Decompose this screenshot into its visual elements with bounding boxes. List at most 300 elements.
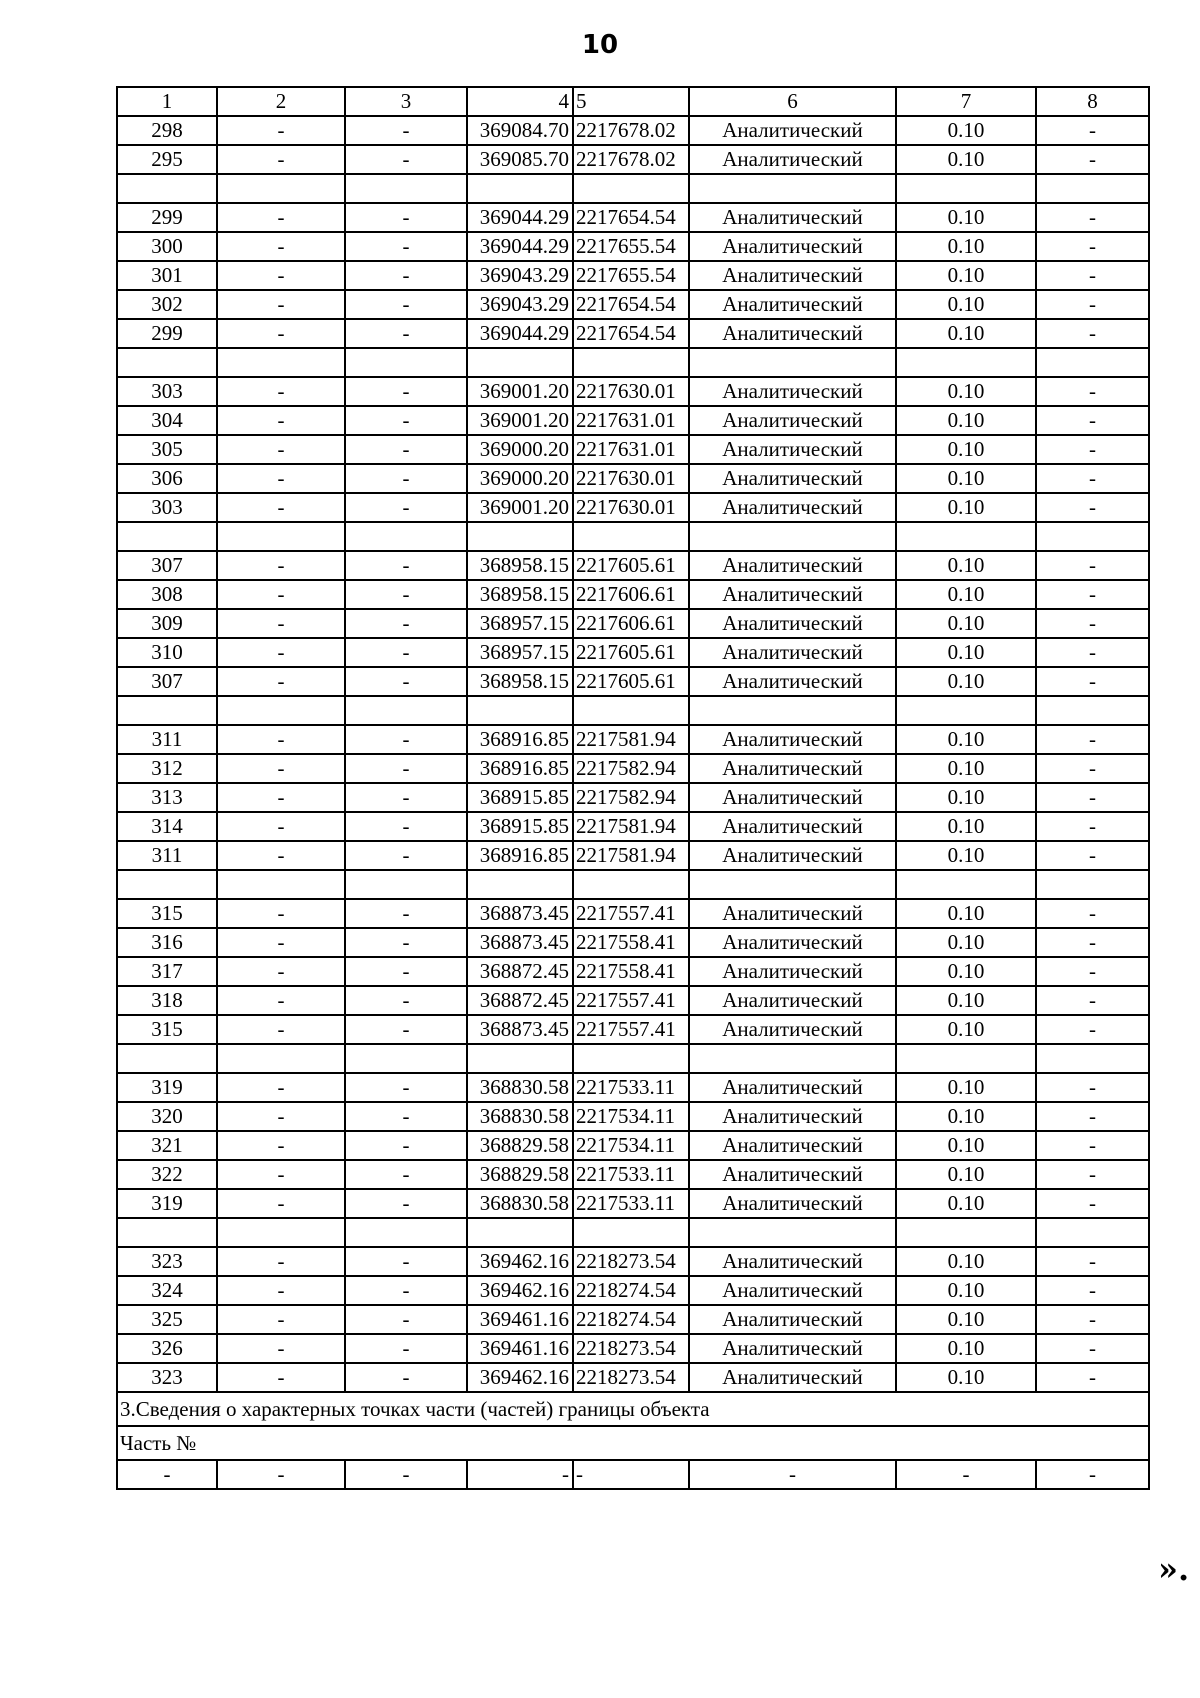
cell-col-2: - — [217, 1160, 345, 1189]
table-row — [117, 145, 1149, 174]
cell-col-8: - — [1036, 1334, 1149, 1363]
cell-col-2 — [217, 696, 345, 725]
cell-col-7: 0.10 — [896, 609, 1036, 638]
cell-col-8: - — [1036, 754, 1149, 783]
cell-col-3: - — [345, 1073, 467, 1102]
cell-col-5: 2217606.61 — [573, 609, 689, 638]
cell-col-3: - — [345, 1131, 467, 1160]
cell-col-2: - — [217, 290, 345, 319]
cell-col-2: - — [217, 1102, 345, 1131]
cell-col-3: - — [345, 1160, 467, 1189]
cell-col-7: 0.10 — [896, 1015, 1036, 1044]
cell-col-2: - — [217, 667, 345, 696]
cell-col-3: - — [345, 754, 467, 783]
cell-col-2: - — [217, 609, 345, 638]
cell-col-5: 2217557.41 — [573, 899, 689, 928]
cell-col-1 — [117, 696, 217, 725]
cell-col-3: - — [345, 812, 467, 841]
cell-col-8 — [1036, 522, 1149, 551]
cell-col-3 — [345, 522, 467, 551]
cell-col-7: 0.10 — [896, 435, 1036, 464]
cell-col-8 — [1036, 870, 1149, 899]
cell-col-8 — [1036, 696, 1149, 725]
table-row — [117, 261, 1149, 290]
cell-col-4: - — [467, 1460, 573, 1489]
cell-col-1 — [117, 348, 217, 377]
cell-col-8: - — [1036, 1460, 1149, 1489]
cell-col-6: Аналитический — [689, 435, 896, 464]
cell-col-1: 318 — [117, 986, 217, 1015]
cell-col-5: 2217557.41 — [573, 1015, 689, 1044]
cell-col-8: - — [1036, 957, 1149, 986]
table-row — [117, 754, 1149, 783]
cell-col-4: 368830.58 — [467, 1102, 573, 1131]
cell-col-6: Аналитический — [689, 754, 896, 783]
cell-col-1: 307 — [117, 667, 217, 696]
table-row — [117, 1189, 1149, 1218]
cell-col-8: - — [1036, 464, 1149, 493]
table-row — [117, 1363, 1149, 1392]
cell-col-5: 2217606.61 — [573, 580, 689, 609]
cell-col-4: 368873.45 — [467, 899, 573, 928]
cell-col-1: 307 — [117, 551, 217, 580]
table-row — [117, 319, 1149, 348]
cell-col-6: 6 — [689, 87, 896, 116]
cell-col-1: 323 — [117, 1247, 217, 1276]
cell-col-5: 2217581.94 — [573, 812, 689, 841]
cell-col-6: Аналитический — [689, 928, 896, 957]
table-row — [117, 812, 1149, 841]
cell-col-1: 310 — [117, 638, 217, 667]
empty-separator-row — [117, 174, 1149, 203]
cell-col-1: 313 — [117, 783, 217, 812]
cell-col-8: - — [1036, 232, 1149, 261]
cell-col-5: 2217605.61 — [573, 638, 689, 667]
cell-col-4: 369001.20 — [467, 493, 573, 522]
table-row — [117, 841, 1149, 870]
cell-col-2: - — [217, 580, 345, 609]
cell-col-4 — [467, 870, 573, 899]
cell-col-4: 369044.29 — [467, 232, 573, 261]
cell-col-7: 0.10 — [896, 1131, 1036, 1160]
cell-col-6: Аналитический — [689, 1305, 896, 1334]
cell-col-2: - — [217, 261, 345, 290]
cell-col-3: - — [345, 116, 467, 145]
cell-col-5: 5 — [573, 87, 689, 116]
cell-col-3: - — [345, 725, 467, 754]
cell-col-7: 0.10 — [896, 464, 1036, 493]
cell-col-3 — [345, 696, 467, 725]
cell-col-6: - — [689, 1460, 896, 1489]
cell-col-4: 368873.45 — [467, 1015, 573, 1044]
cell-col-1 — [117, 1044, 217, 1073]
cell-col-3: - — [345, 1189, 467, 1218]
cell-col-7: 0.10 — [896, 232, 1036, 261]
cell-col-2: - — [217, 957, 345, 986]
cell-col-2: - — [217, 319, 345, 348]
cell-col-4 — [467, 696, 573, 725]
cell-col-8 — [1036, 1044, 1149, 1073]
cell-col-5: 2217654.54 — [573, 290, 689, 319]
cell-col-6: Аналитический — [689, 580, 896, 609]
cell-col-3: - — [345, 1460, 467, 1489]
cell-col-4: 368916.85 — [467, 841, 573, 870]
cell-col-5: 2218274.54 — [573, 1305, 689, 1334]
cell-col-1: 323 — [117, 1363, 217, 1392]
cell-col-7 — [896, 1044, 1036, 1073]
cell-col-8: 8 — [1036, 87, 1149, 116]
cell-col-4: 368872.45 — [467, 986, 573, 1015]
cell-col-2: - — [217, 986, 345, 1015]
cell-col-8: - — [1036, 986, 1149, 1015]
cell-col-8: - — [1036, 841, 1149, 870]
cell-col-6 — [689, 870, 896, 899]
cell-col-3: - — [345, 232, 467, 261]
cell-col-5: 2217581.94 — [573, 841, 689, 870]
cell-col-1: 324 — [117, 1276, 217, 1305]
cell-col-4: 369043.29 — [467, 261, 573, 290]
cell-col-2: - — [217, 1460, 345, 1489]
part-empty-row — [117, 1460, 1149, 1489]
cell-col-8: - — [1036, 638, 1149, 667]
table-row — [117, 435, 1149, 464]
cell-col-6: Аналитический — [689, 725, 896, 754]
cell-col-6: Аналитический — [689, 1276, 896, 1305]
cell-col-6: Аналитический — [689, 1015, 896, 1044]
cell-col-1: 305 — [117, 435, 217, 464]
cell-col-7: 0.10 — [896, 1073, 1036, 1102]
cell-col-5: 2218274.54 — [573, 1276, 689, 1305]
cell-col-2: - — [217, 928, 345, 957]
cell-col-7: 0.10 — [896, 1305, 1036, 1334]
cell-col-8: - — [1036, 899, 1149, 928]
cell-col-3: - — [345, 899, 467, 928]
cell-col-1 — [117, 870, 217, 899]
table-row — [117, 1131, 1149, 1160]
cell-col-4: 369462.16 — [467, 1363, 573, 1392]
cell-col-2 — [217, 522, 345, 551]
cell-col-1: 299 — [117, 319, 217, 348]
cell-col-7 — [896, 174, 1036, 203]
cell-col-4: 368915.85 — [467, 812, 573, 841]
cell-col-2: - — [217, 841, 345, 870]
cell-col-7 — [896, 522, 1036, 551]
cell-col-6: Аналитический — [689, 406, 896, 435]
cell-col-8 — [1036, 348, 1149, 377]
cell-col-3: - — [345, 493, 467, 522]
cell-col-2 — [217, 174, 345, 203]
cell-col-1: 311 — [117, 841, 217, 870]
cell-col-4: 368958.15 — [467, 551, 573, 580]
table-row — [117, 1102, 1149, 1131]
cell-col-7: 0.10 — [896, 377, 1036, 406]
cell-col-1: 301 — [117, 261, 217, 290]
cell-col-4: 368873.45 — [467, 928, 573, 957]
cell-col-6: Аналитический — [689, 986, 896, 1015]
header-row — [117, 87, 1149, 116]
cell-col-4: 368872.45 — [467, 957, 573, 986]
cell-col-5: 2217534.11 — [573, 1102, 689, 1131]
cell-col-2: - — [217, 1334, 345, 1363]
cell-col-5 — [573, 1044, 689, 1073]
cell-col-6 — [689, 522, 896, 551]
cell-col-7: 0.10 — [896, 406, 1036, 435]
cell-col-2: - — [217, 725, 345, 754]
cell-col-4: 369084.70 — [467, 116, 573, 145]
cell-col-3: - — [345, 464, 467, 493]
table-row — [117, 957, 1149, 986]
cell-col-1: 315 — [117, 1015, 217, 1044]
cell-col-3: - — [345, 1015, 467, 1044]
cell-col-5: 2217534.11 — [573, 1131, 689, 1160]
cell-col-8: - — [1036, 1015, 1149, 1044]
cell-col-6 — [689, 1044, 896, 1073]
cell-col-5 — [573, 174, 689, 203]
cell-col-8: - — [1036, 406, 1149, 435]
cell-col-5: 2217581.94 — [573, 725, 689, 754]
cell-col-6 — [689, 174, 896, 203]
cell-col-6: Аналитический — [689, 232, 896, 261]
cell-col-2: - — [217, 116, 345, 145]
cell-col-4: 368830.58 — [467, 1073, 573, 1102]
table-row — [117, 116, 1149, 145]
empty-separator-row — [117, 1044, 1149, 1073]
cell-col-4: 369000.20 — [467, 435, 573, 464]
cell-col-7: 0.10 — [896, 812, 1036, 841]
cell-col-2: - — [217, 1189, 345, 1218]
cell-col-8: - — [1036, 1160, 1149, 1189]
cell-col-7: 0.10 — [896, 1334, 1036, 1363]
cell-col-1: 316 — [117, 928, 217, 957]
cell-col-1: 306 — [117, 464, 217, 493]
cell-col-7 — [896, 1218, 1036, 1247]
cell-col-2: - — [217, 754, 345, 783]
cell-col-1: 300 — [117, 232, 217, 261]
cell-col-5: 2217630.01 — [573, 377, 689, 406]
table-row — [117, 377, 1149, 406]
cell-col-3: - — [345, 609, 467, 638]
table-row — [117, 1276, 1149, 1305]
cell-col-7: 0.10 — [896, 841, 1036, 870]
cell-col-5: 2217655.54 — [573, 232, 689, 261]
table-row — [117, 783, 1149, 812]
cell-col-5: 2217605.61 — [573, 551, 689, 580]
cell-col-6: Аналитический — [689, 841, 896, 870]
cell-col-8: - — [1036, 1131, 1149, 1160]
cell-col-1: 325 — [117, 1305, 217, 1334]
cell-col-7: 0.10 — [896, 986, 1036, 1015]
cell-col-3: - — [345, 928, 467, 957]
cell-col-3: - — [345, 1305, 467, 1334]
cell-col-3: - — [345, 1276, 467, 1305]
empty-separator-row — [117, 348, 1149, 377]
cell-col-1 — [117, 522, 217, 551]
cell-col-3: - — [345, 1363, 467, 1392]
table-row — [117, 464, 1149, 493]
cell-col-5: 2217655.54 — [573, 261, 689, 290]
cell-col-3: - — [345, 377, 467, 406]
cell-col-7: 0.10 — [896, 1102, 1036, 1131]
cell-col-6 — [689, 1218, 896, 1247]
table-row — [117, 1160, 1149, 1189]
cell-col-2: - — [217, 1305, 345, 1334]
cell-col-7: 0.10 — [896, 957, 1036, 986]
cell-col-1: 1 — [117, 87, 217, 116]
cell-col-8: - — [1036, 1102, 1149, 1131]
cell-col-4: 368829.58 — [467, 1160, 573, 1189]
cell-col-1: 311 — [117, 725, 217, 754]
cell-col-5: 2217533.11 — [573, 1073, 689, 1102]
cell-col-6: Аналитический — [689, 1247, 896, 1276]
cell-col-4: 369462.16 — [467, 1276, 573, 1305]
table-row — [117, 1073, 1149, 1102]
empty-separator-row — [117, 696, 1149, 725]
cell-col-6: Аналитический — [689, 1102, 896, 1131]
cell-col-3 — [345, 1218, 467, 1247]
cell-col-5 — [573, 1218, 689, 1247]
cell-col-7: - — [896, 1460, 1036, 1489]
cell-col-8: - — [1036, 493, 1149, 522]
cell-col-6: Аналитический — [689, 667, 896, 696]
cell-col-2: - — [217, 1247, 345, 1276]
table-row — [117, 609, 1149, 638]
cell-col-2: - — [217, 145, 345, 174]
cell-col-8 — [1036, 1218, 1149, 1247]
cell-col-2: - — [217, 1131, 345, 1160]
section-3-title-row — [117, 1392, 1149, 1426]
cell-col-2: - — [217, 551, 345, 580]
cell-col-4: 369461.16 — [467, 1334, 573, 1363]
cell-col-2: - — [217, 638, 345, 667]
cell-col-1: 304 — [117, 406, 217, 435]
cell-col-5: 2217654.54 — [573, 319, 689, 348]
cell-col-6: Аналитический — [689, 783, 896, 812]
cell-col-8: - — [1036, 1189, 1149, 1218]
cell-col-2: - — [217, 464, 345, 493]
cell-col-4 — [467, 1218, 573, 1247]
cell-col-5: 2218273.54 — [573, 1334, 689, 1363]
cell-col-4: 369462.16 — [467, 1247, 573, 1276]
page-number: 10 — [581, 30, 619, 60]
cell-col-2: - — [217, 406, 345, 435]
cell-col-7: 0.10 — [896, 116, 1036, 145]
table-row — [117, 580, 1149, 609]
cell-col-2: - — [217, 899, 345, 928]
cell-col-2: - — [217, 203, 345, 232]
cell-col-1: 320 — [117, 1102, 217, 1131]
cell-col-4: 369461.16 — [467, 1305, 573, 1334]
cell-col-6: Аналитический — [689, 899, 896, 928]
cell-col-1: 302 — [117, 290, 217, 319]
cell-col-7: 0.10 — [896, 783, 1036, 812]
cell-col-2: - — [217, 435, 345, 464]
cell-col-2 — [217, 348, 345, 377]
cell-col-7: 0.10 — [896, 580, 1036, 609]
cell-col-6 — [689, 348, 896, 377]
cell-col-5: 2218273.54 — [573, 1363, 689, 1392]
cell-col-4: 368916.85 — [467, 754, 573, 783]
cell-col-3: - — [345, 1102, 467, 1131]
cell-col-4: 4 — [467, 87, 573, 116]
cell-col-5: 2217582.94 — [573, 783, 689, 812]
cell-col-3: - — [345, 145, 467, 174]
cell-col-4: 369085.70 — [467, 145, 573, 174]
cell-col-6: Аналитический — [689, 1363, 896, 1392]
cell-col-6: Аналитический — [689, 319, 896, 348]
cell-col-2: - — [217, 377, 345, 406]
cell-col-2: - — [217, 232, 345, 261]
cell-col-4: 368958.15 — [467, 580, 573, 609]
cell-col-5: 2217630.01 — [573, 493, 689, 522]
table-row — [117, 1015, 1149, 1044]
cell-col-8: - — [1036, 319, 1149, 348]
table-row — [117, 232, 1149, 261]
cell-col-1: 303 — [117, 377, 217, 406]
cell-col-5 — [573, 870, 689, 899]
cell-col-1: 295 — [117, 145, 217, 174]
cell-col-1: - — [117, 1460, 217, 1489]
cell-col-8: - — [1036, 145, 1149, 174]
cell-col-8: - — [1036, 551, 1149, 580]
table-row — [117, 725, 1149, 754]
cell-col-5: 2217533.11 — [573, 1160, 689, 1189]
cell-col-1: 308 — [117, 580, 217, 609]
cell-col-4: 368829.58 — [467, 1131, 573, 1160]
cell-col-8: - — [1036, 1363, 1149, 1392]
cell-col-3: - — [345, 319, 467, 348]
cell-col-4: 369000.20 — [467, 464, 573, 493]
cell-col-3: - — [345, 290, 467, 319]
cell-col-5: 2217631.01 — [573, 435, 689, 464]
cell-col-3 — [345, 1044, 467, 1073]
cell-col-3: - — [345, 1334, 467, 1363]
cell-col-2: - — [217, 812, 345, 841]
cell-col-6: Аналитический — [689, 1189, 896, 1218]
cell-col-6: Аналитический — [689, 1131, 896, 1160]
cell-col-1: 317 — [117, 957, 217, 986]
cell-col-2: - — [217, 1363, 345, 1392]
cell-col-3: - — [345, 957, 467, 986]
cell-col-8: - — [1036, 1305, 1149, 1334]
table-row — [117, 406, 1149, 435]
cell-col-5 — [573, 348, 689, 377]
cell-col-5: - — [573, 1460, 689, 1489]
table-row — [117, 493, 1149, 522]
cell-col-4: 369001.20 — [467, 377, 573, 406]
cell-col-8: - — [1036, 261, 1149, 290]
cell-col-6: Аналитический — [689, 145, 896, 174]
cell-col-7: 0.10 — [896, 1276, 1036, 1305]
cell-col-8: - — [1036, 1073, 1149, 1102]
table-row — [117, 290, 1149, 319]
cell-col-6: Аналитический — [689, 261, 896, 290]
cell-col-7: 0.10 — [896, 551, 1036, 580]
cell-col-4 — [467, 174, 573, 203]
cell-col-6: Аналитический — [689, 464, 896, 493]
cell-col-3: - — [345, 783, 467, 812]
part-label-row — [117, 1426, 1149, 1460]
table-row — [117, 928, 1149, 957]
cell-col-5: 2217678.02 — [573, 145, 689, 174]
cell-col-6: Аналитический — [689, 551, 896, 580]
cell-col-5: 2217557.41 — [573, 986, 689, 1015]
cell-col-7: 0.10 — [896, 1363, 1036, 1392]
table-row — [117, 1305, 1149, 1334]
closing-quote: ». — [1158, 1550, 1190, 1588]
cell-col-1: 299 — [117, 203, 217, 232]
cell-col-3 — [345, 348, 467, 377]
cell-col-6: Аналитический — [689, 1160, 896, 1189]
